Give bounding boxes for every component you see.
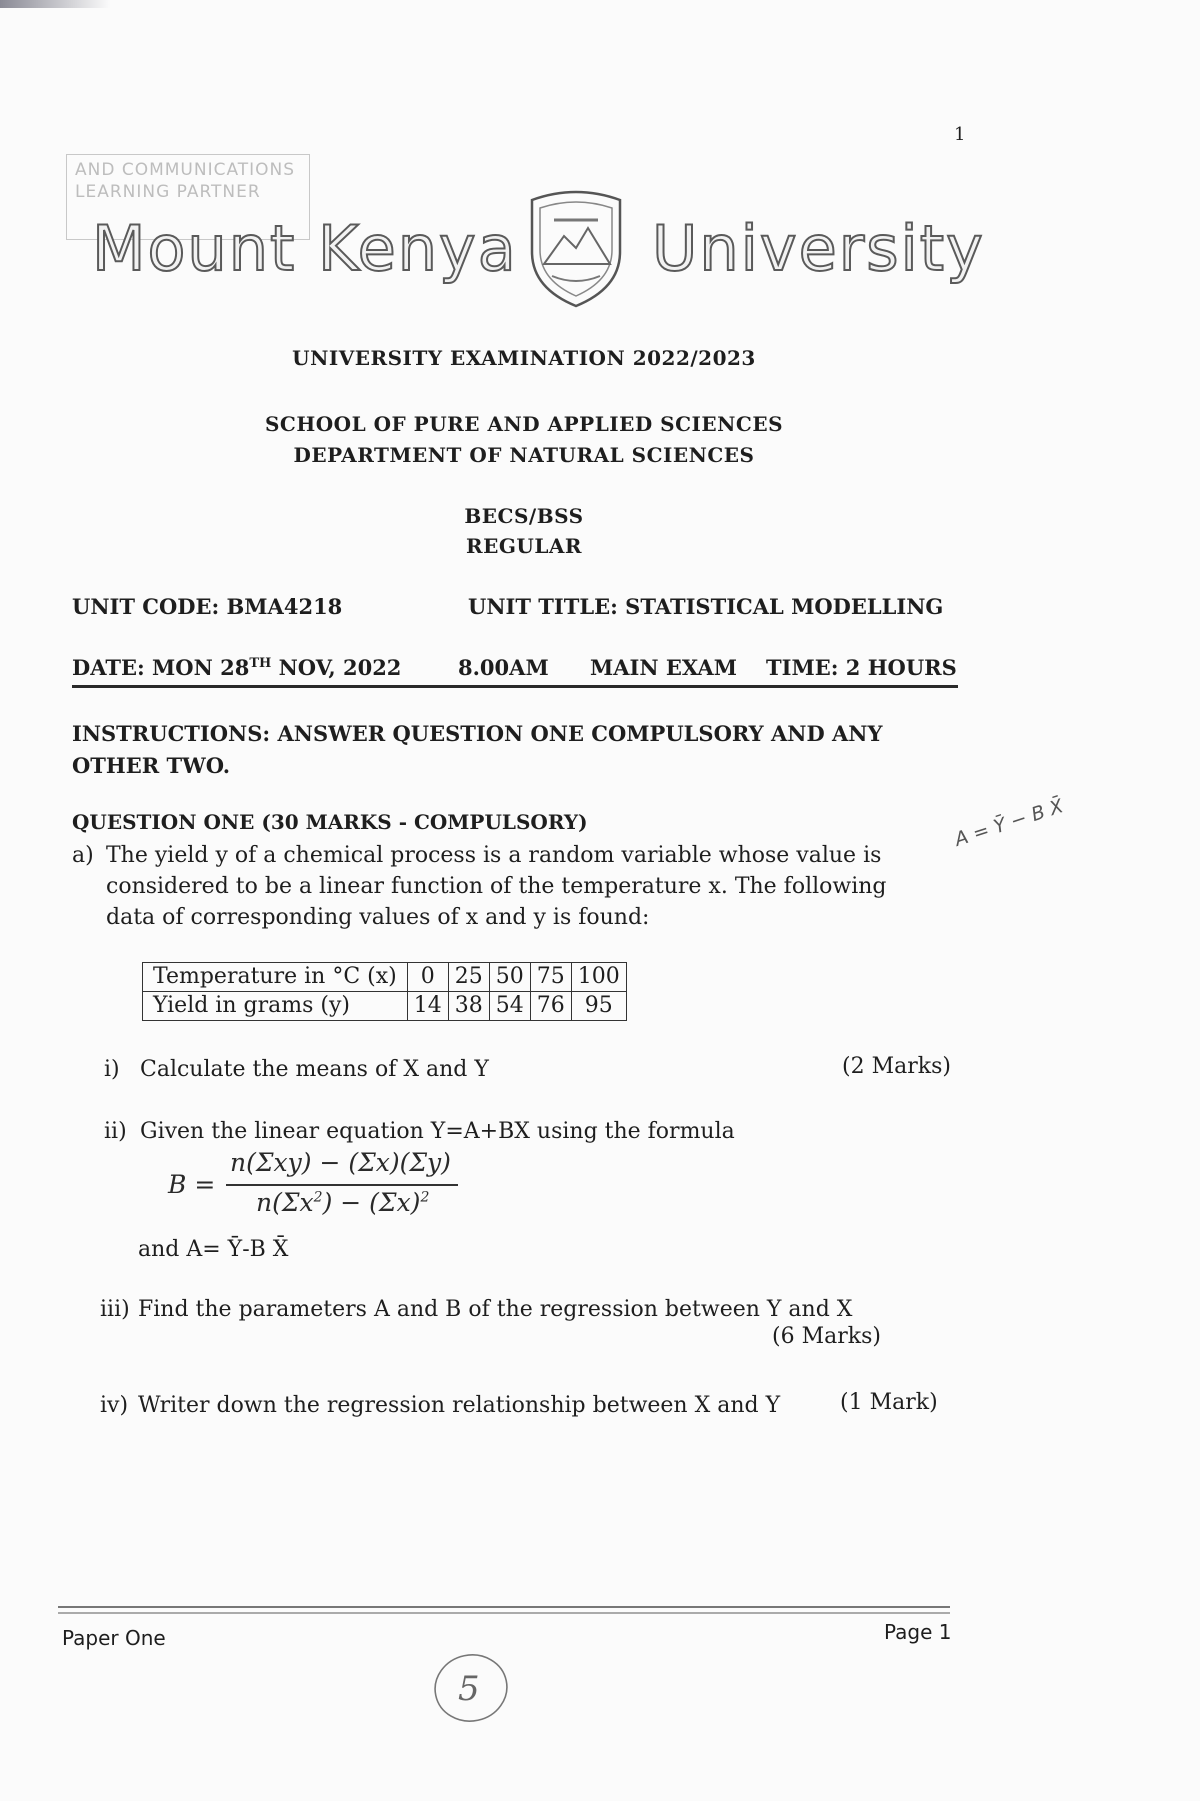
exam-duration: TIME: 2 HOURS <box>766 655 957 680</box>
table-cell: 0 <box>407 963 448 992</box>
item-text: Given the linear equation Y=A+BX using the formula <box>140 1119 735 1144</box>
row-label-yield: Yield in grams (y) <box>143 992 408 1021</box>
exam-title: UNIVERSITY EXAMINATION 2022/2023 <box>292 346 756 370</box>
item-text: Calculate the means of X and Y <box>140 1057 489 1082</box>
schedule-row <box>72 653 958 688</box>
table-cell: 25 <box>448 963 489 992</box>
school-name: SCHOOL OF PURE AND APPLIED SCIENCES <box>264 412 784 436</box>
part-a-label: a) <box>72 843 94 868</box>
footer-paper-label: Paper One <box>62 1626 166 1650</box>
exam-date: DATE: MON 28TH NOV, 2022 <box>72 655 402 680</box>
table-cell: 38 <box>448 992 489 1021</box>
item-text: Writer down the regression relationship between X and Y <box>138 1393 781 1418</box>
formula-numerator: n(Σxy) − (Σx)(Σy) <box>230 1148 451 1177</box>
table-cell: 75 <box>530 963 571 992</box>
item-label: i) <box>104 1057 120 1082</box>
page-number: 1 <box>954 124 966 145</box>
scan-artifact <box>0 0 110 8</box>
table-cell: 76 <box>530 992 571 1021</box>
table-cell: 95 <box>571 992 626 1021</box>
part-a-text: The yield y of a chemical process is a random variable whose value is considered to be a linear function of the temperature x. The following data of corresponding values of x and y is found: <box>106 843 887 930</box>
unit-code: UNIT CODE: BMA4218 <box>72 594 343 619</box>
item-label: iii) <box>100 1297 130 1322</box>
item-marks: (1 Mark) <box>840 1390 938 1415</box>
item-text: Find the parameters A and B of the regression between Y and X <box>138 1297 853 1322</box>
handwritten-score <box>428 1648 514 1728</box>
exam-type: MAIN EXAM <box>590 655 737 680</box>
footer-rule <box>58 1606 950 1614</box>
fraction-bar <box>226 1184 458 1186</box>
university-wordmark-right: University <box>652 212 985 285</box>
stamp-text: AND COMMUNICATIONS LEARNING PARTNER <box>75 160 296 202</box>
table-cell: 100 <box>571 963 626 992</box>
intercept-formula: and A= Ȳ-B X̄ <box>138 1237 289 1262</box>
handwritten-note: A = Ȳ − B X̄ <box>952 795 1066 851</box>
footer-page-label: Page 1 <box>884 1620 952 1644</box>
university-wordmark-left: Mount Kenya <box>92 212 518 285</box>
score-text: 5 <box>458 1669 480 1709</box>
item-marks: (2 Marks) <box>842 1054 951 1079</box>
unit-title: UNIT TITLE: STATISTICAL MODELLING <box>468 594 944 619</box>
table-row <box>143 963 627 992</box>
data-table <box>142 962 627 1021</box>
programme: BECS/BSS <box>464 504 584 528</box>
table-cell: 54 <box>489 992 530 1021</box>
table-cell: 50 <box>489 963 530 992</box>
slope-formula <box>168 1148 468 1224</box>
formula-lhs: B = <box>168 1170 216 1199</box>
item-label: ii) <box>104 1119 127 1144</box>
department-name: DEPARTMENT OF NATURAL SCIENCES <box>293 443 755 467</box>
table-row <box>143 992 627 1021</box>
table-cell: 14 <box>407 992 448 1021</box>
exam-start-time: 8.00AM <box>458 655 549 680</box>
item-label: iv) <box>100 1393 129 1418</box>
instructions: INSTRUCTIONS: ANSWER QUESTION ONE COMPULSORY AND ANY OTHER TWO. <box>72 721 883 778</box>
row-label-temperature: Temperature in °C (x) <box>143 963 408 992</box>
mode: REGULAR <box>465 534 583 558</box>
question-one-heading: QUESTION ONE (30 MARKS - COMPULSORY) <box>72 810 588 834</box>
formula-denominator: $n(\Sigma x^2) - (\Sigma x)^2$ <box>256 1188 430 1217</box>
university-crest-icon <box>524 190 628 310</box>
item-marks: (6 Marks) <box>772 1324 881 1349</box>
